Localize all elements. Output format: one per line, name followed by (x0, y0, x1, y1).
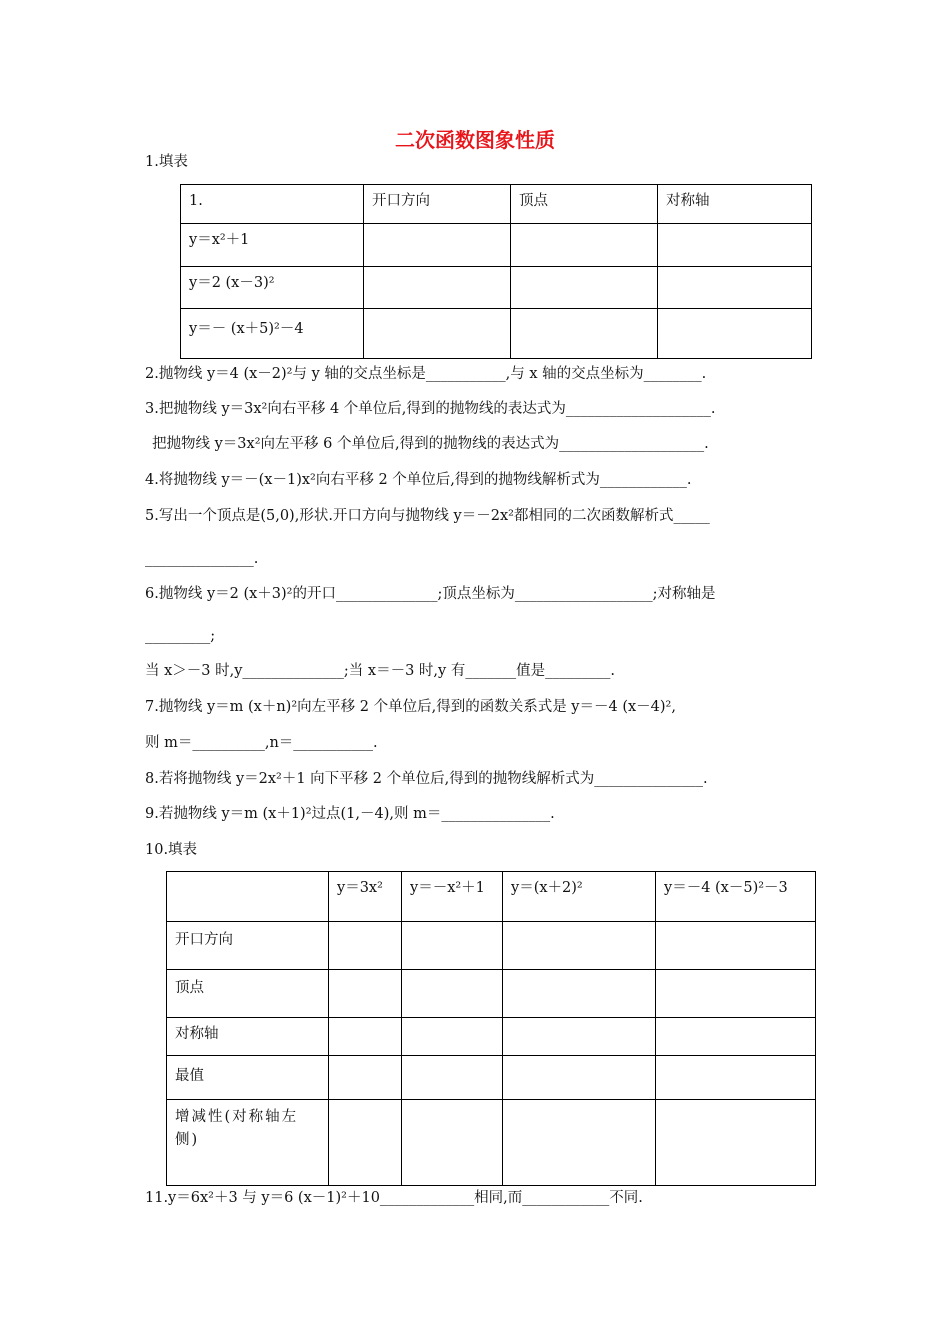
question-10-label: 10.填表 (145, 842, 198, 858)
q1-answer-cell[interactable] (658, 309, 812, 359)
q10-answer-cell[interactable] (329, 922, 402, 970)
q10-table (166, 871, 816, 1186)
question-4: 4.将抛物线 y＝－(x－1)x²向右平移 2 个单位后,得到的抛物线解析式为____________. (145, 472, 692, 488)
q10-answer-cell[interactable] (503, 1100, 656, 1186)
question-5b: _______________. (145, 551, 259, 567)
q1-label: 1.填表 (145, 154, 188, 170)
q10-header-cell: y＝－x²＋1 (402, 872, 503, 922)
question-9: 9.若抛物线 y＝m (x＋1)²过点(1,－4),则 m＝_______________. (145, 806, 555, 822)
q10-answer-cell[interactable] (656, 1056, 816, 1100)
q10-answer-cell[interactable] (329, 1018, 402, 1056)
q10-answer-cell[interactable] (402, 922, 503, 970)
q1-answer-cell[interactable] (364, 267, 511, 309)
q1-answer-cell[interactable] (511, 267, 658, 309)
question-2: 2.抛物线 y＝4 (x－2)²与 y 轴的交点坐标是___________,与 x 轴的交点坐标为________. (145, 366, 707, 382)
q1-function-cell: y＝2 (x－3)² (181, 267, 364, 309)
question-7b: 则 m＝__________,n＝___________. (145, 735, 378, 751)
q10-row-label: 对称轴 (167, 1018, 329, 1056)
q10-answer-cell[interactable] (503, 1056, 656, 1100)
q10-answer-cell[interactable] (503, 1018, 656, 1056)
q10-answer-cell[interactable] (329, 1056, 402, 1100)
q1-answer-cell[interactable] (364, 224, 511, 267)
q1-function-cell: y＝－ (x＋5)²－4 (181, 309, 364, 359)
q10-header-cell: y＝－4 (x－5)²－3 (656, 872, 816, 922)
q10-row-label: 开口方向 (167, 922, 329, 970)
q1-header-cell: 对称轴 (658, 185, 812, 224)
q10-answer-cell[interactable] (656, 1100, 816, 1186)
q1-header-cell: 顶点 (511, 185, 658, 224)
q10-answer-cell[interactable] (402, 1056, 503, 1100)
question-6a: 6.抛物线 y＝2 (x＋3)²的开口______________;顶点坐标为___________________;对称轴是 (145, 586, 716, 602)
question-7a: 7.抛物线 y＝m (x＋n)²向左平移 2 个单位后,得到的函数关系式是 y＝－4 (x－4)², (145, 699, 676, 715)
q10-answer-cell[interactable] (402, 1018, 503, 1056)
question-6b: _________; (145, 628, 216, 644)
q10-answer-cell[interactable] (503, 922, 656, 970)
q1-function-cell: y＝x²＋1 (181, 224, 364, 267)
q10-answer-cell[interactable] (402, 1100, 503, 1186)
q10-row-label: 顶点 (167, 970, 329, 1018)
question-5a: 5.写出一个顶点是(5,0),形状.开口方向与抛物线 y＝－2x²都相同的二次函数解析式_____ (145, 508, 710, 524)
q1-answer-cell[interactable] (658, 224, 812, 267)
question-6c: 当 x＞－3 时,y______________;当 x＝－3 时,y 有_______值是_________. (145, 663, 615, 679)
q10-answer-cell[interactable] (656, 1018, 816, 1056)
q1-header-cell: 开口方向 (364, 185, 511, 224)
q1-table (180, 184, 812, 359)
q10-answer-cell[interactable] (329, 970, 402, 1018)
page-title: 二次函数图象性质 (395, 128, 555, 152)
q10-row-label: 增减性(对称轴左侧) (167, 1100, 329, 1186)
q10-header-cell: y＝(x＋2)² (503, 872, 656, 922)
q10-header-cell: y＝3x² (329, 872, 402, 922)
question-3a: 3.把抛物线 y＝3x²向右平移 4 个单位后,得到的抛物线的表达式为____________________. (145, 401, 716, 417)
question-11: 11.y＝6x²＋3 与 y＝6 (x－1)²＋10_____________相同,而____________不同. (145, 1190, 643, 1206)
q10-answer-cell[interactable] (656, 922, 816, 970)
q1-answer-cell[interactable] (511, 309, 658, 359)
q1-answer-cell[interactable] (511, 224, 658, 267)
q10-header-cell (167, 872, 329, 922)
q1-answer-cell[interactable] (658, 267, 812, 309)
q1-header-cell: 1. (181, 185, 364, 224)
q10-answer-cell[interactable] (329, 1100, 402, 1186)
q1-answer-cell[interactable] (364, 309, 511, 359)
question-3b: 把抛物线 y＝3x²向左平移 6 个单位后,得到的抛物线的表达式为____________________. (152, 436, 709, 452)
q10-row-label: 最值 (167, 1056, 329, 1100)
question-8: 8.若将抛物线 y＝2x²＋1 向下平移 2 个单位后,得到的抛物线解析式为_______________. (145, 771, 708, 787)
q10-answer-cell[interactable] (503, 970, 656, 1018)
q10-answer-cell[interactable] (656, 970, 816, 1018)
q10-answer-cell[interactable] (402, 970, 503, 1018)
